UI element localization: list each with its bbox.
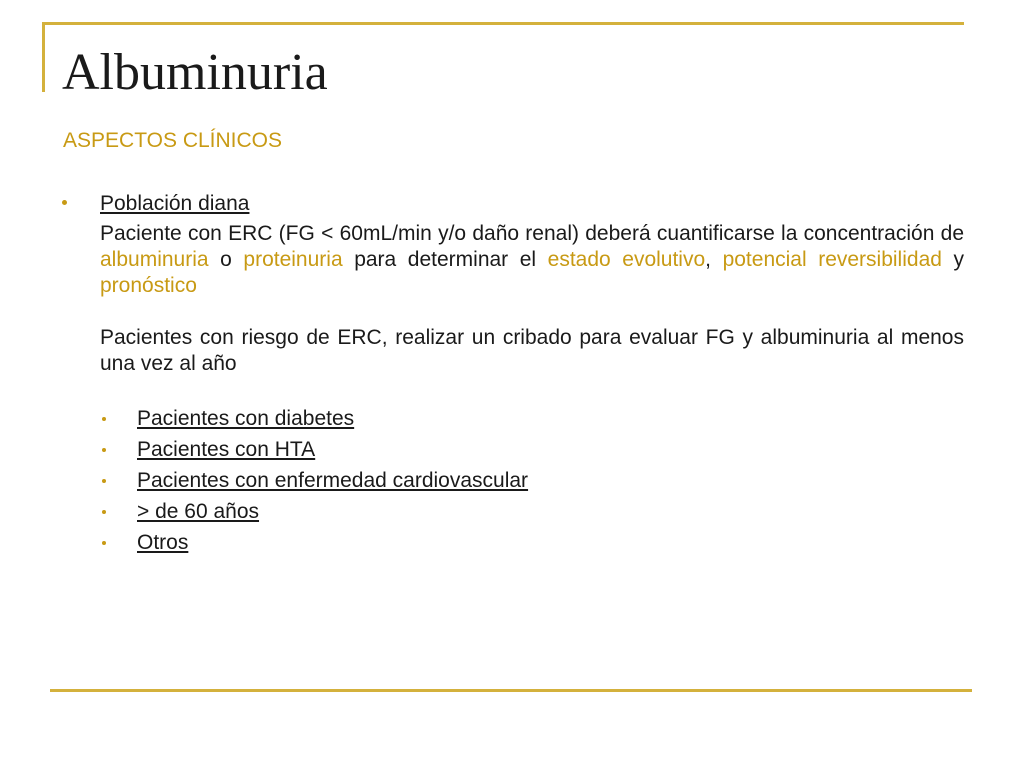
list-item: [137, 437, 964, 468]
frame-top-line: [42, 22, 964, 25]
paragraph-text: o: [208, 248, 244, 271]
highlight-albuminuria: albuminuria: [100, 248, 209, 271]
highlight-estado-evolutivo: estado evolutivo: [547, 248, 706, 271]
slide-subtitle: ASPECTOS CLÍNICOS: [63, 129, 283, 152]
section-heading-row: [100, 191, 964, 217]
frame-left-line: [42, 22, 45, 92]
risk-groups-list: [100, 406, 964, 561]
list-item: [137, 530, 964, 561]
slide-content: [100, 191, 964, 561]
highlight-proteinuria: proteinuria: [243, 248, 343, 271]
paragraph-text: para determinar el: [342, 248, 548, 271]
bullet-dot-icon: [102, 417, 106, 421]
bullet-dot-icon: [102, 479, 106, 483]
highlight-potencial-reversibilidad: potencial reversibilidad: [722, 248, 942, 271]
list-item-label: Pacientes con enfermedad cardiovascular: [137, 469, 529, 492]
paragraph-target-population: [100, 221, 964, 299]
bullet-dot-icon: [102, 448, 106, 452]
bullet-dot-icon: [102, 541, 106, 545]
paragraph-text: Paciente con ERC (FG < 60mL/min y/o daño renal) deberá cuantificarse la concentración de: [100, 222, 964, 245]
bullet-dot-icon: [62, 200, 67, 205]
list-item-label: Otros: [137, 531, 189, 554]
paragraph-screening: Pacientes con riesgo de ERC, realizar un cribado para evaluar FG y albuminuria al menos una vez al año: [100, 326, 964, 375]
frame-bottom-line: [50, 689, 972, 692]
section-heading: Población diana: [100, 192, 250, 215]
list-item: [137, 406, 964, 437]
list-item-label: > de 60 años: [137, 500, 260, 523]
list-item: [137, 499, 964, 530]
highlight-pronostico: pronóstico: [100, 274, 197, 297]
slide-title: Albuminuria: [62, 44, 328, 101]
bullet-dot-icon: [102, 510, 106, 514]
paragraph-text: y: [941, 248, 965, 271]
list-item-label: Pacientes con diabetes: [137, 407, 355, 430]
list-item: [137, 468, 964, 499]
paragraph-text: ,: [705, 248, 723, 271]
list-item-label: Pacientes con HTA: [137, 438, 316, 461]
